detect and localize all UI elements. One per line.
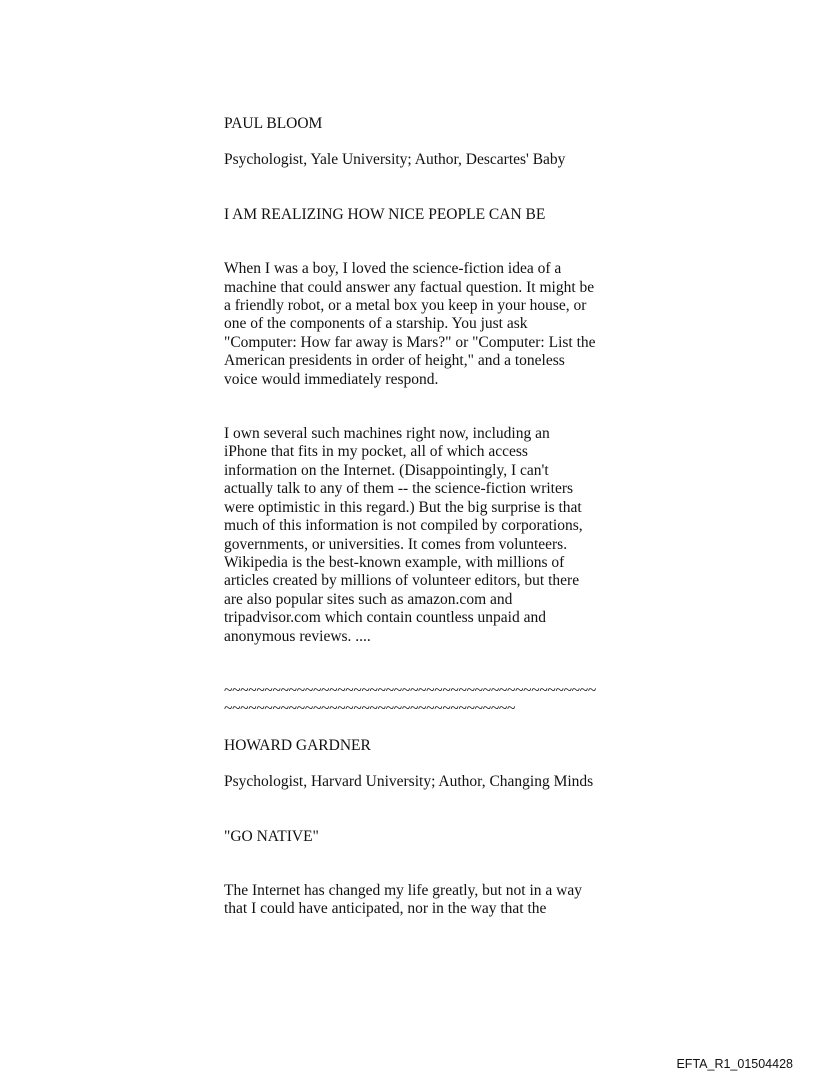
essay-title: I AM REALIZING HOW NICE PEOPLE CAN BE: [224, 205, 546, 223]
document-body: [224, 115, 596, 919]
body-paragraph: When I was a boy, I loved the science-fiction idea of a machine that could answer any factual question. It might be a friendly robot, or a metal box you keep in your house, or one of the components of a starship. You just ask "Computer: How far away is Mars?" or "Computer: List the American presidents in order of height," and a toneless voice would immediately respond.: [224, 260, 596, 388]
document-id-footer: EFTA_R1_01504428: [676, 1057, 793, 1071]
essay-howard-gardner: [224, 737, 596, 919]
author-affiliation: Psychologist, Harvard University; Author, Changing Minds: [224, 773, 594, 791]
essay-title: "GO NATIVE": [224, 827, 319, 845]
body-paragraph: The Internet has changed my life greatly, but not in a way that I could have anticipated, nor in the way that the: [224, 881, 582, 918]
author-name: PAUL BLOOM: [224, 115, 323, 132]
author-name: HOWARD GARDNER: [224, 736, 371, 754]
author-affiliation: Psychologist, Yale University; Author, Descartes' Baby: [224, 151, 566, 169]
essay-paul-bloom: [224, 115, 596, 646]
section-divider: ~~~~~~~~~~~~~~~~~~~~~~~~~~~~~~~~~~~~~~~~~~~~~~~~~~~~~~~~~~~~~~~~~~~~~~~~~~~~~~~~~~: [224, 681, 596, 718]
body-paragraph: I own several such machines right now, including an iPhone that fits in my pocket, all of which access information on the Internet. (Disappointingly, I can't actually talk to any of them -- the science-fiction writers were optimistic in this regard.) But the big surprise is that much of this information is not compiled by corporations, governments, or universities. It comes from volunteers. Wikipedia is the best-known example, with millions of articles created by millions of volunteer editors, but there are also popular sites such as amazon.com and tripadvisor.com which contain countless unpaid and anonymous reviews. ....: [224, 425, 583, 645]
